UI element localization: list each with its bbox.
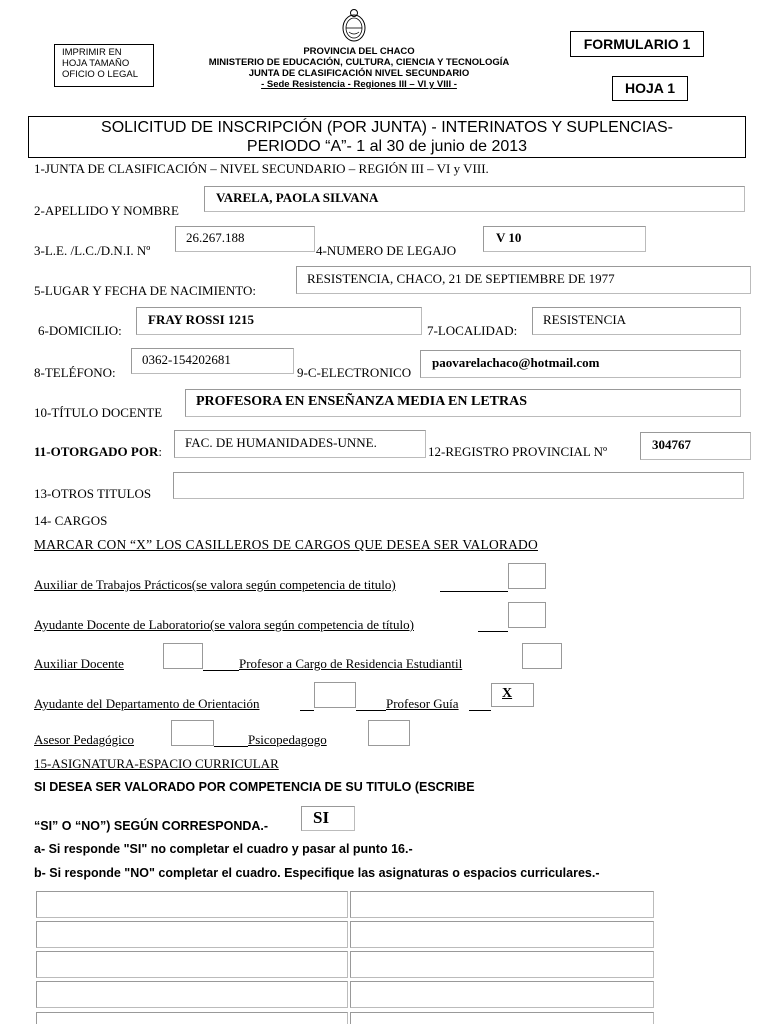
field-10-label: 10-TÍTULO DOCENTE (34, 405, 163, 420)
issuer-field[interactable] (174, 430, 426, 458)
cargo-label: Ayudante del Departamento de Orientación (34, 696, 260, 711)
field-2-label: 2-APELLIDO Y NOMBRE (34, 203, 179, 218)
page-title: SOLICITUD DE INSCRIPCIÓN (POR JUNTA) - INTERINATOS Y SUPLENCIAS- (101, 119, 673, 136)
phone-field[interactable] (131, 348, 294, 374)
field-11-label: 11-OTORGADO POR: (34, 444, 162, 459)
name-value: VARELA, PAOLA SILVANA (216, 190, 379, 205)
cargo-label: Psicopedagogo (248, 732, 327, 747)
cargo-checkbox-asesor[interactable] (171, 720, 214, 746)
subject-cell[interactable] (36, 1012, 348, 1024)
competencia-answer-value: SI (313, 808, 330, 827)
cargo-label: Asesor Pedagógico (34, 732, 135, 747)
subject-cell[interactable] (350, 981, 654, 1008)
legajo-field[interactable] (483, 226, 646, 252)
cargo-checkbox-residencia[interactable] (522, 643, 562, 669)
cargo-checkbox-psicopedagogo[interactable] (368, 720, 410, 746)
asignatura-question-line2: “SI” O “NO”) SEGÚN CORRESPONDA.- (34, 819, 269, 833)
board-name: JUNTA DE CLASIFICACIÓN NIVEL SECUNDARIO (248, 68, 470, 79)
field-8-label: 8-TELÉFONO: (34, 365, 116, 380)
cargo-checkbox-ayudante-lab[interactable] (508, 602, 546, 628)
registry-field[interactable] (640, 432, 751, 460)
field-12-label: 12-REGISTRO PROVINCIAL Nº (428, 444, 608, 459)
address-field[interactable] (136, 307, 422, 335)
dni-value: 26.267.188 (186, 230, 245, 245)
sheet-label: HOJA 1 (612, 76, 688, 101)
email-field[interactable] (420, 350, 741, 378)
print-note-line: HOJA TAMAÑO (62, 58, 130, 69)
cargo-checkbox-orientacion[interactable] (314, 682, 356, 708)
birth-value: RESISTENCIA, CHACO, 21 DE SEPTIEMBRE DE 1977 (307, 271, 615, 286)
competencia-answer-field[interactable] (301, 806, 355, 831)
page-subtitle (29, 137, 745, 156)
field-6-label: 6-DOMICILIO: (38, 323, 122, 338)
field-1-label: 1-JUNTA DE CLASIFICACIÓN – NIVEL SECUNDARIO – REGIÓN III – VI y VIII. (34, 161, 489, 176)
field-7-label: 7-LOCALIDAD: (427, 323, 518, 338)
underline (214, 746, 248, 747)
title-box (28, 116, 746, 158)
subject-cell[interactable] (350, 921, 654, 948)
cargo-checkbox-auxiliar-docente[interactable] (163, 643, 203, 669)
period-dates: - 1 al 30 de junio de 2013 (346, 138, 528, 155)
cargos-heading: 14- CARGOS (34, 513, 108, 528)
subject-cell[interactable] (36, 921, 348, 948)
underline (203, 670, 239, 671)
dni-field[interactable] (175, 226, 315, 252)
province-name: PROVINCIA DEL CHACO (303, 46, 415, 57)
print-note-line: IMPRIMIR EN (62, 47, 122, 58)
cargo-label: Profesor a Cargo de Residencia Estudiantil (239, 656, 463, 671)
field-11-label-text: 11-OTORGADO POR (34, 444, 159, 459)
cargo-label: Profesor Guía (386, 696, 459, 711)
field-4-label: 4-NUMERO DE LEGAJO (316, 243, 457, 258)
email-value: paovarelachaco@hotmail.com (432, 355, 600, 370)
subject-cell[interactable] (36, 951, 348, 978)
title-docente-value: PROFESORA EN ENSEÑANZA MEDIA EN LETRAS (196, 394, 528, 409)
coat-of-arms-icon (340, 8, 368, 44)
field-5-label: 5-LUGAR Y FECHA DE NACIMIENTO: (34, 283, 256, 298)
subject-cell[interactable] (350, 1012, 654, 1024)
underline (440, 591, 508, 592)
cargo-checkbox-profesor-guia[interactable] (491, 683, 534, 707)
seat-name: - Sede Resistencia - Regiones III – VI y VIII - (261, 79, 457, 90)
asignatura-heading: 15-ASIGNATURA-ESPACIO CURRICULAR (34, 756, 279, 771)
locality-field[interactable] (532, 307, 741, 335)
subject-cell[interactable] (350, 951, 654, 978)
underline (356, 710, 386, 711)
note-a: a- Si responde "SI" no completar el cuadro y pasar al punto 16.- (34, 842, 413, 856)
cargos-instruction: MARCAR CON “X” LOS CASILLEROS DE CARGOS QUE DESEA SER VALORADO (34, 537, 538, 552)
title-docente-field[interactable] (185, 389, 741, 417)
ministry-name: MINISTERIO DE EDUCACIÓN, CULTURA, CIENCIA Y TECNOLOGÍA (208, 57, 510, 68)
form-label: FORMULARIO 1 (570, 31, 704, 57)
name-field[interactable] (204, 186, 745, 212)
other-titles-field[interactable] (173, 472, 744, 499)
field-3-label: 3-L.E. /L.C./D.N.I. Nº (34, 243, 151, 258)
underline (300, 710, 314, 711)
locality-value: RESISTENCIA (543, 312, 627, 327)
underline (478, 631, 508, 632)
registry-value: 304767 (652, 437, 691, 452)
legajo-value: V 10 (496, 230, 522, 245)
cargo-label: Auxiliar Docente (34, 656, 124, 671)
underline (469, 710, 491, 711)
cargo-mark: X (502, 686, 513, 701)
subject-cell[interactable] (350, 891, 654, 918)
address-value: FRAY ROSSI 1215 (148, 312, 254, 327)
print-note-line: OFICIO O LEGAL (62, 69, 139, 80)
field-13-label: 13-OTROS TITULOS (34, 486, 152, 501)
cargo-label: Auxiliar de Trabajos Prácticos(se valora según competencia de titulo) (34, 577, 396, 592)
issuer-value: FAC. DE HUMANIDADES-UNNE. (185, 435, 377, 450)
header-block (170, 46, 548, 90)
subject-cell[interactable] (36, 891, 348, 918)
cargo-label: Ayudante Docente de Laboratorio(se valora según competencia de título) (34, 617, 414, 632)
cargo-checkbox-atp[interactable] (508, 563, 546, 589)
print-note-box (54, 44, 154, 87)
field-9-label: 9-C-ELECTRONICO (297, 365, 412, 380)
birth-field[interactable] (296, 266, 751, 294)
subject-cell[interactable] (36, 981, 348, 1008)
note-b: b- Si responde "NO" completar el cuadro. Especifique las asignaturas o espacios curriculares.- (34, 866, 600, 880)
asignatura-question-line1: SI DESEA SER VALORADO POR COMPETENCIA DE SU TITULO (ESCRIBE (34, 780, 475, 794)
period-label: PERIODO “A” (246, 138, 347, 155)
phone-value: 0362-154202681 (142, 352, 231, 367)
